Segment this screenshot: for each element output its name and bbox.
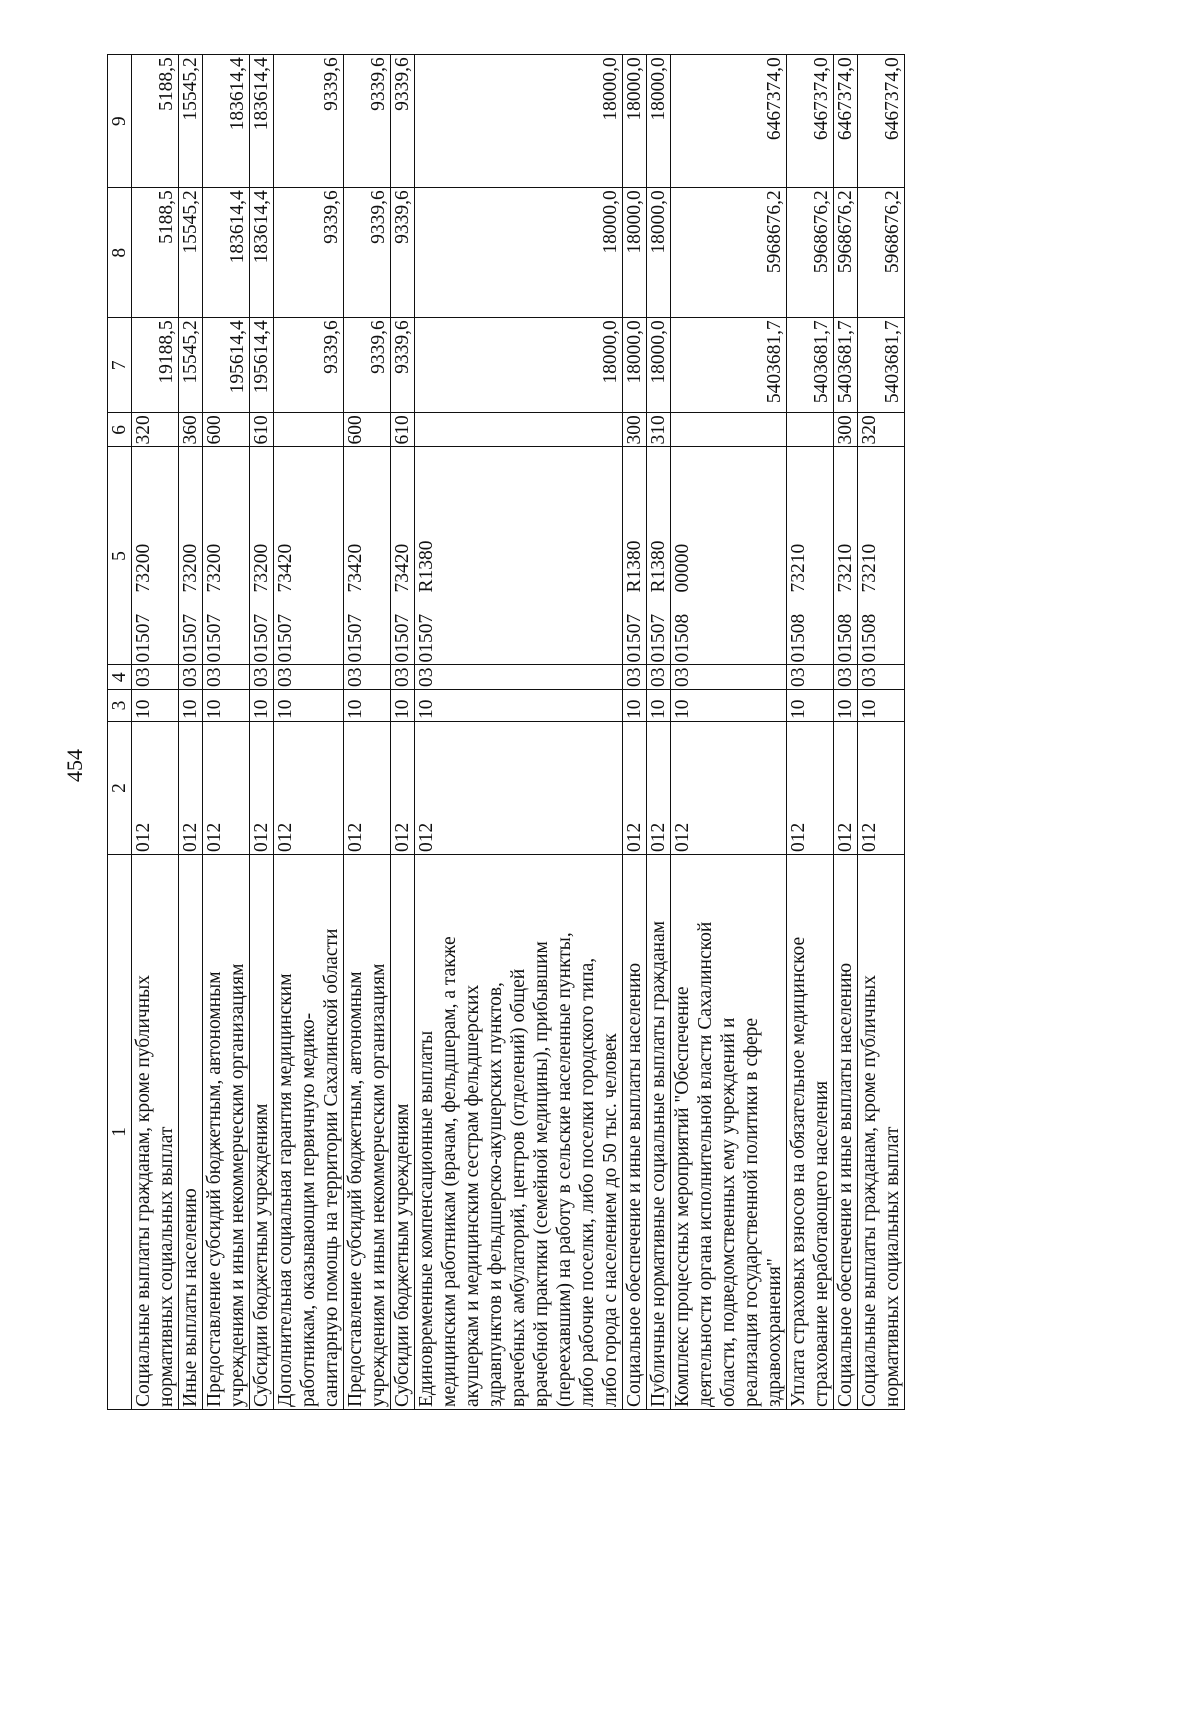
expense-type-code: 610 bbox=[250, 413, 274, 447]
amount-year-2: 183614,4 bbox=[203, 188, 250, 318]
article-code-part1: 01507 bbox=[345, 613, 366, 663]
amount-year-1: 9339,6 bbox=[391, 318, 415, 413]
article-code-part2: 73200 bbox=[133, 543, 154, 593]
article-code-part1: 01507 bbox=[416, 613, 437, 663]
table-row bbox=[834, 55, 858, 1410]
expense-type-code: 320 bbox=[858, 413, 905, 447]
target-article-code bbox=[671, 447, 787, 665]
amount-year-3: 18000,0 bbox=[623, 55, 647, 188]
amount-year-1: 195614,4 bbox=[203, 318, 250, 413]
column-header-2: 2 bbox=[108, 722, 132, 855]
table-row bbox=[858, 55, 905, 1410]
article-code-part2: 73420 bbox=[275, 543, 296, 593]
amount-year-1: 19188,5 bbox=[132, 318, 179, 413]
expense-type-code: 610 bbox=[391, 413, 415, 447]
expense-type-code: 300 bbox=[834, 413, 858, 447]
amount-year-2: 5188,5 bbox=[132, 188, 179, 318]
amount-year-1: 5403681,7 bbox=[787, 318, 834, 413]
amount-year-3: 183614,4 bbox=[250, 55, 274, 188]
subsection-code: 03 bbox=[671, 665, 787, 690]
ministry-code: 012 bbox=[671, 722, 787, 855]
article-code-part1: 01507 bbox=[275, 613, 296, 663]
subsection-code: 03 bbox=[203, 665, 250, 690]
section-code: 10 bbox=[647, 690, 671, 722]
article-code-part1: 01508 bbox=[788, 613, 809, 663]
expense-type-code: 320 bbox=[132, 413, 179, 447]
amount-year-2: 5968676,2 bbox=[787, 188, 834, 318]
subsection-code: 03 bbox=[250, 665, 274, 690]
ministry-code: 012 bbox=[274, 722, 344, 855]
expense-type-code bbox=[274, 413, 344, 447]
article-code-part1: 01507 bbox=[392, 613, 413, 663]
amount-year-2: 5968676,2 bbox=[858, 188, 905, 318]
table-row bbox=[179, 55, 203, 1410]
section-code: 10 bbox=[834, 690, 858, 722]
ministry-code: 012 bbox=[391, 722, 415, 855]
section-code: 10 bbox=[671, 690, 787, 722]
row-description: Социальные выплаты гражданам, кроме публичных нормативных социальных выплат bbox=[132, 855, 179, 1410]
budget-table bbox=[107, 54, 905, 1410]
table-row bbox=[391, 55, 415, 1410]
table-row bbox=[415, 55, 623, 1410]
amount-year-3: 9339,6 bbox=[274, 55, 344, 188]
amount-year-2: 9339,6 bbox=[391, 188, 415, 318]
section-code: 10 bbox=[203, 690, 250, 722]
section-code: 10 bbox=[787, 690, 834, 722]
article-code-part2: 00000 bbox=[672, 543, 693, 593]
table-row bbox=[250, 55, 274, 1410]
target-article-code bbox=[623, 447, 647, 665]
amount-year-1: 15545,2 bbox=[179, 318, 203, 413]
amount-year-1: 18000,0 bbox=[623, 318, 647, 413]
amount-year-2: 5968676,2 bbox=[834, 188, 858, 318]
subsection-code: 03 bbox=[344, 665, 391, 690]
row-description: Социальное обеспечение и иные выплаты населению bbox=[834, 855, 858, 1410]
ministry-code: 012 bbox=[834, 722, 858, 855]
amount-year-2: 18000,0 bbox=[623, 188, 647, 318]
ministry-code: 012 bbox=[787, 722, 834, 855]
expense-type-code bbox=[787, 413, 834, 447]
amount-year-3: 9339,6 bbox=[391, 55, 415, 188]
amount-year-3: 6467374,0 bbox=[834, 55, 858, 188]
section-code: 10 bbox=[179, 690, 203, 722]
target-article-code bbox=[179, 447, 203, 665]
table-row bbox=[344, 55, 391, 1410]
row-description: Предоставление субсидий бюджетным, автономным учреждениям и иным некоммерческим организациям bbox=[344, 855, 391, 1410]
section-code: 10 bbox=[344, 690, 391, 722]
target-article-code bbox=[203, 447, 250, 665]
article-code-part2: 73420 bbox=[345, 543, 366, 593]
expense-type-code: 600 bbox=[344, 413, 391, 447]
row-description: Иные выплаты населению bbox=[179, 855, 203, 1410]
table-row bbox=[647, 55, 671, 1410]
ministry-code: 012 bbox=[415, 722, 623, 855]
article-code-part1: 01508 bbox=[835, 613, 856, 663]
amount-year-1: 9339,6 bbox=[274, 318, 344, 413]
target-article-code bbox=[344, 447, 391, 665]
subsection-code: 03 bbox=[834, 665, 858, 690]
amount-year-3: 5188,5 bbox=[132, 55, 179, 188]
target-article-code bbox=[787, 447, 834, 665]
amount-year-3: 6467374,0 bbox=[858, 55, 905, 188]
article-code-part2: 73210 bbox=[835, 543, 856, 593]
article-code-part1: 01507 bbox=[251, 613, 272, 663]
row-description: Единовременные компенсационные выплаты медицинским работникам (врачам, фельдшерам, а также акушеркам и медицинским сестрам фельдшерских здравпунктов и фельдшерско-акушерских пунктов, врачебных амбулаторий, центров (отделений) общей врачебной практики (семейной медицины), прибывшим (переехавшим) на работу в сельские населенные пункты, либо рабочие поселки, либо поселки городского типа, либо города с населением до 50 тыс. человек bbox=[415, 855, 623, 1410]
row-description: Предоставление субсидий бюджетным, автономным учреждениям и иным некоммерческим организациям bbox=[203, 855, 250, 1410]
amount-year-3: 18000,0 bbox=[647, 55, 671, 188]
section-code: 10 bbox=[391, 690, 415, 722]
article-code-part2: 73200 bbox=[180, 543, 201, 593]
amount-year-2: 9339,6 bbox=[344, 188, 391, 318]
expense-type-code: 310 bbox=[647, 413, 671, 447]
article-code-part1: 01508 bbox=[672, 613, 693, 663]
article-code-part1: 01507 bbox=[180, 613, 201, 663]
ministry-code: 012 bbox=[344, 722, 391, 855]
target-article-code bbox=[858, 447, 905, 665]
amount-year-1: 5403681,7 bbox=[671, 318, 787, 413]
section-code: 10 bbox=[858, 690, 905, 722]
amount-year-2: 15545,2 bbox=[179, 188, 203, 318]
column-header-8: 8 bbox=[108, 188, 132, 318]
article-code-part2: 73200 bbox=[251, 543, 272, 593]
article-code-part2: 73210 bbox=[788, 543, 809, 593]
amount-year-1: 18000,0 bbox=[415, 318, 623, 413]
article-code-part1: 01507 bbox=[624, 613, 645, 663]
section-code: 10 bbox=[274, 690, 344, 722]
table-row bbox=[623, 55, 647, 1410]
row-description: Социальные выплаты гражданам, кроме публичных нормативных социальных выплат bbox=[858, 855, 905, 1410]
amount-year-3: 6467374,0 bbox=[787, 55, 834, 188]
subsection-code: 03 bbox=[787, 665, 834, 690]
article-code-part2: R1380 bbox=[624, 540, 645, 593]
target-article-code bbox=[647, 447, 671, 665]
article-code-part1: 01507 bbox=[648, 613, 669, 663]
row-description: Субсидии бюджетным учреждениям bbox=[250, 855, 274, 1410]
table-row bbox=[671, 55, 787, 1410]
ministry-code: 012 bbox=[179, 722, 203, 855]
amount-year-3: 9339,6 bbox=[344, 55, 391, 188]
subsection-code: 03 bbox=[623, 665, 647, 690]
article-code-part1: 01507 bbox=[133, 613, 154, 663]
amount-year-3: 18000,0 bbox=[415, 55, 623, 188]
subsection-code: 03 bbox=[179, 665, 203, 690]
amount-year-2: 9339,6 bbox=[274, 188, 344, 318]
ministry-code: 012 bbox=[623, 722, 647, 855]
article-code-part1: 01508 bbox=[859, 613, 880, 663]
article-code-part2: 73200 bbox=[204, 543, 225, 593]
section-code: 10 bbox=[415, 690, 623, 722]
column-header-9: 9 bbox=[108, 55, 132, 188]
ministry-code: 012 bbox=[203, 722, 250, 855]
article-code-part2: R1380 bbox=[648, 540, 669, 593]
expense-type-code: 600 bbox=[203, 413, 250, 447]
article-code-part2: R1380 bbox=[416, 540, 437, 593]
article-code-part2: 73420 bbox=[392, 543, 413, 593]
amount-year-1: 5403681,7 bbox=[834, 318, 858, 413]
section-code: 10 bbox=[132, 690, 179, 722]
amount-year-2: 5968676,2 bbox=[671, 188, 787, 318]
target-article-code bbox=[834, 447, 858, 665]
amount-year-1: 18000,0 bbox=[647, 318, 671, 413]
amount-year-3: 15545,2 bbox=[179, 55, 203, 188]
expense-type-code: 360 bbox=[179, 413, 203, 447]
subsection-code: 03 bbox=[647, 665, 671, 690]
table-row bbox=[274, 55, 344, 1410]
subsection-code: 03 bbox=[415, 665, 623, 690]
row-description: Уплата страховых взносов на обязательное медицинское страхование неработающего населения bbox=[787, 855, 834, 1410]
amount-year-2: 183614,4 bbox=[250, 188, 274, 318]
article-code-part2: 73210 bbox=[859, 543, 880, 593]
section-code: 10 bbox=[623, 690, 647, 722]
ministry-code: 012 bbox=[250, 722, 274, 855]
column-header-4: 4 bbox=[108, 665, 132, 690]
amount-year-3: 6467374,0 bbox=[671, 55, 787, 188]
column-header-6: 6 bbox=[108, 413, 132, 447]
row-description: Комплекс процессных мероприятий "Обеспечение деятельности органа исполнительной власти Сахалинской области, подведомственных ему учреждений и реализация государственной политики в сфере здравоохранения" bbox=[671, 855, 787, 1410]
row-description: Дополнительная социальная гарантия медицинским работникам, оказывающим первичную медико- санитарную помощь на территории Сахалинской области bbox=[274, 855, 344, 1410]
subsection-code: 03 bbox=[132, 665, 179, 690]
row-description: Социальное обеспечение и иные выплаты населению bbox=[623, 855, 647, 1410]
ministry-code: 012 bbox=[132, 722, 179, 855]
column-header-5: 5 bbox=[108, 447, 132, 665]
amount-year-1: 5403681,7 bbox=[858, 318, 905, 413]
table-row bbox=[203, 55, 250, 1410]
column-header-3: 3 bbox=[108, 690, 132, 722]
section-code: 10 bbox=[250, 690, 274, 722]
target-article-code bbox=[274, 447, 344, 665]
row-description: Публичные нормативные социальные выплаты гражданам bbox=[647, 855, 671, 1410]
column-header-1: 1 bbox=[108, 855, 132, 1410]
target-article-code bbox=[132, 447, 179, 665]
table-row bbox=[132, 55, 179, 1410]
subsection-code: 03 bbox=[274, 665, 344, 690]
row-description: Субсидии бюджетным учреждениям bbox=[391, 855, 415, 1410]
expense-type-code bbox=[671, 413, 787, 447]
amount-year-2: 18000,0 bbox=[415, 188, 623, 318]
ministry-code: 012 bbox=[858, 722, 905, 855]
target-article-code bbox=[250, 447, 274, 665]
subsection-code: 03 bbox=[391, 665, 415, 690]
target-article-code bbox=[415, 447, 623, 665]
article-code-part1: 01507 bbox=[204, 613, 225, 663]
expense-type-code: 300 bbox=[623, 413, 647, 447]
amount-year-1: 9339,6 bbox=[344, 318, 391, 413]
expense-type-code bbox=[415, 413, 623, 447]
page-number: 454 bbox=[62, 749, 87, 782]
column-header-7: 7 bbox=[108, 318, 132, 413]
subsection-code: 03 bbox=[858, 665, 905, 690]
target-article-code bbox=[391, 447, 415, 665]
amount-year-2: 18000,0 bbox=[647, 188, 671, 318]
table-row bbox=[787, 55, 834, 1410]
amount-year-3: 183614,4 bbox=[203, 55, 250, 188]
header-row bbox=[108, 55, 132, 1410]
ministry-code: 012 bbox=[647, 722, 671, 855]
amount-year-1: 195614,4 bbox=[250, 318, 274, 413]
